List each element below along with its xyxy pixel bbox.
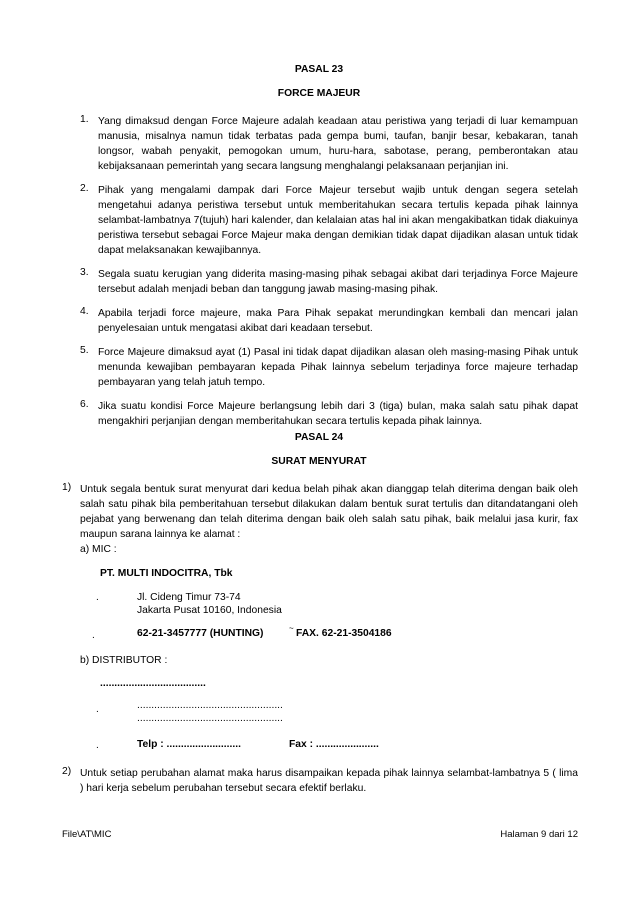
distributor-label: b) DISTRIBUTOR : xyxy=(80,655,168,666)
pasal-24-subtitle: SURAT MENYURAT xyxy=(271,456,367,467)
mic-address-line-2: Jakarta Pusat 10160, Indonesia xyxy=(137,605,282,616)
item-number: 5. xyxy=(80,345,89,356)
item-number: 2. xyxy=(80,183,89,194)
tilde-mark: ~ xyxy=(289,624,294,633)
item-text: Apabila terjadi force majeure, maka Para Pihak sepakat merundingkan kembali dan mencari jalan penyelesaian untuk mengatasi akibat dari keadaan tersebut. xyxy=(98,308,578,334)
item-text: Jika suatu kondisi Force Majeure berlangsung lebih dari 3 (tiga) bulan, maka salah satu pihak dapat mengakhiri perjanjian dengan memberitahukan secara tertulis kepada pihak lainnya. xyxy=(98,401,578,427)
list-item xyxy=(80,399,578,429)
list-item xyxy=(80,267,578,297)
footer-file-path: File\AT\MIC xyxy=(62,829,112,840)
list-item xyxy=(80,306,578,336)
bullet-dot: . xyxy=(96,592,99,603)
para-2-text: Untuk setiap perubahan alamat maka harus disampaikan kepada pihak lainnya selambat-lambatnya 5 ( lima ) hari kerja sebelum perubahan tersebut secara efektif berlaku. xyxy=(80,768,578,794)
pasal-23-title: PASAL 23 xyxy=(294,64,344,75)
distributor-address-line-2: ................................................... xyxy=(137,713,283,724)
pasal-24-title: PASAL 24 xyxy=(294,432,344,443)
footer-page-number: Halaman 9 dari 12 xyxy=(500,829,578,840)
para-2-number: 2) xyxy=(62,766,72,777)
para-1-number: 1) xyxy=(62,482,72,493)
bullet-dot: . xyxy=(92,630,95,641)
item-number: 4. xyxy=(80,306,89,317)
mic-fax: FAX. 62-21-3504186 xyxy=(296,628,392,639)
list-item xyxy=(80,114,578,174)
item-text: Force Majeure dimaksud ayat (1) Pasal ini tidak dapat dijadikan alasan oleh masing-masing Pihak untuk menunda kewajiban pembayaran kepada Pihak lainnya sebelum terjadinya force majeure terhadap pembayaran yang telah jatuh tempo. xyxy=(98,347,578,388)
bullet-dot: . xyxy=(96,740,99,751)
mic-address-line-1: Jl. Cideng Timur 73-74 xyxy=(137,592,241,603)
force-majeur-list xyxy=(80,114,578,438)
item-text: Segala suatu kerugian yang diderita masing-masing pihak sebagai akibat dari terjadinya Force Majeure tersebut adalah menjadi beban dan tanggung jawab masing-masing pihak. xyxy=(98,269,578,295)
distributor-fax: Fax : ...................... xyxy=(289,739,379,750)
mic-company: PT. MULTI INDOCITRA, Tbk xyxy=(100,568,233,579)
mic-phone: 62-21-3457777 (HUNTING) xyxy=(137,628,264,639)
list-item xyxy=(80,183,578,258)
item-number: 3. xyxy=(80,267,89,278)
distributor-name-blank: ..................................... xyxy=(100,678,206,689)
item-number: 6. xyxy=(80,399,89,410)
distributor-address-line-1: ................................................... xyxy=(137,700,283,711)
item-number: 1. xyxy=(80,114,89,125)
item-text: Pihak yang mengalami dampak dari Force Majeur tersebut wajib untuk dengan segera setelah mengetahui adanya peristiwa tersebut untuk memberitahukan secara tertulis kepada pihak lainnya selambat-lambatnya 7(tujuh) hari kalender, dan kelalaian atas hal ini akan mengakibatkan tidak diakuinya peristiwa tersebut sebagai Force Majeur maka dengan demikian tidak dapat dijadikan alasan untuk tidak dapat melaksanakan kewajibannya. xyxy=(98,185,578,256)
pasal-23-subtitle: FORCE MAJEUR xyxy=(277,88,361,99)
list-item xyxy=(80,345,578,390)
bullet-dot: . xyxy=(96,704,99,715)
mic-label: a) MIC : xyxy=(80,544,117,555)
para-1-text: Untuk segala bentuk surat menyurat dari kedua belah pihak akan dianggap telah diterima dengan baik oleh salah satu pihak bila pemberitahuan tersebut dilakukan dalam bentuk surat tertulis dan ditandatangani oleh pejabat yang berwenang dan telah diterima dengan baik oleh salah satu pihak, baik melalui jasa kurir, fax maupun sarana lainnya ke alamat : xyxy=(80,484,578,540)
distributor-telp: Telp : .......................... xyxy=(137,739,241,750)
item-text: Yang dimaksud dengan Force Majeure adalah keadaan atau peristiwa yang terjadi di luar kemampuan manusia, misalnya namun tidak terbatas pada gempa bumi, taufan, banjir besar, kebakaran, tanah longsor, wabah penyakit, pemogokan umum, huru-hara, sabotase, perang, pemberontakan atau kebijaksanaan pemerintah yang secara langsung menghalangi pelaksanaan perjanjian ini. xyxy=(98,116,578,172)
